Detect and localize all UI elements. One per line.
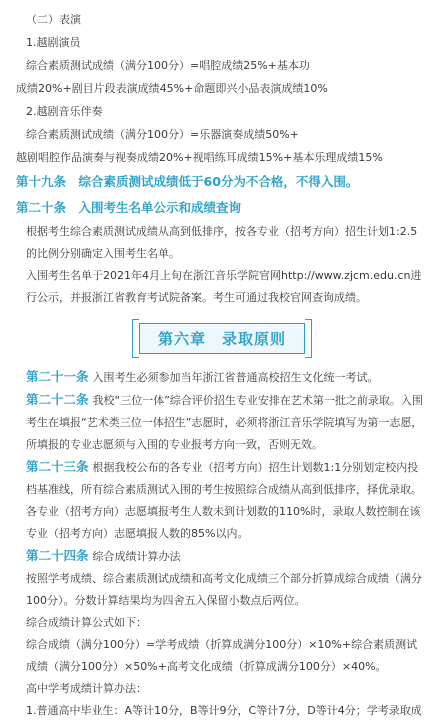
article-24-subtitle: 综合成绩计算办法 bbox=[92, 550, 181, 563]
article-20-paragraph: 入围考生名单于2021年4月上旬在浙江音乐学院官网http://www.zjcm.edu.cn进行公示，并报浙江省教育考试院备案。考生可通过我校官网查询成绩。 bbox=[26, 269, 422, 304]
subsection-heading: 1.越剧演员 bbox=[26, 36, 81, 49]
article-24-title: 第二十四条 bbox=[26, 548, 89, 563]
article-24-paragraph: 按照学考成绩、综合素质测试成绩和高考文化成绩三个部分折算成综合成绩（满分100分）。分数计算结果均为四舍五入保留小数点后两位。 bbox=[26, 572, 422, 607]
article-24-heading bbox=[16, 545, 428, 568]
article-22 bbox=[16, 389, 428, 456]
section-heading: （二）表演 bbox=[26, 13, 81, 26]
formula-line: 综合素质测试成绩（满分100分）=唱腔成绩25%+基本功 bbox=[26, 59, 310, 72]
article-23 bbox=[16, 456, 428, 545]
article-23-text: 根据我校公布的各专业（招考方向）招生计划数1:1分别划定校内投档基准线，所有综合素质测试入围的考生按照综合成绩从高到低排序，择优录取。各专业（招考方向）志愿填报考生人数未到计划数的110%时，录取人数控制在该专业（招考方向）志愿填报人数的85%以内。 bbox=[26, 461, 422, 540]
chapter-banner bbox=[16, 323, 428, 354]
article-21-text: 入围考生必须参加当年浙江省普通高校招生文化统一考试。 bbox=[92, 371, 379, 384]
article-22-text: 我校“三位一体”综合评价招生专业安排在艺术第一批之前录取。入围考生在填报“艺术类三位一体招生”志愿时，必须将浙江音乐学院填写为第一志愿，所填报的专业志愿须与入围的专业报考方向一致，否则无效。 bbox=[26, 394, 423, 451]
article-24-paragraph: 高中学考成绩计算办法： bbox=[26, 682, 147, 695]
chapter-title: 第六章 录取原则 bbox=[139, 323, 305, 354]
article-19: 第十九条 综合素质测试成绩低于60分为不合格，不得入围。 bbox=[16, 174, 359, 189]
article-21-title: 第二十一条 bbox=[26, 369, 89, 384]
article-24-paragraph: 综合成绩计算公式如下： bbox=[26, 616, 147, 629]
article-24-paragraph: 综合成绩（满分100分）=学考成绩（折算成满分100分）×10%+综合素质测试成绩（满分100分）×50%+高考文化成绩（折算成满分100分）×40%。 bbox=[26, 638, 418, 673]
formula-line: 成绩20%+剧目片段表演成绩45%+命题即兴小品表演成绩10% bbox=[16, 82, 328, 95]
formula-line: 越剧唱腔作品演奏与视奏成绩20%+视唱练耳成绩15%+基本乐理成绩15% bbox=[16, 151, 383, 164]
article-21 bbox=[16, 366, 428, 389]
formula-line: 综合素质测试成绩（满分100分）=乐器演奏成绩50%+ bbox=[26, 128, 299, 141]
article-24-paragraph: 1.普通高中毕业生：A等计10分，B等计9分，C等计7分，D等计4分；学考录取成 bbox=[26, 704, 422, 717]
article-22-title: 第二十二条 bbox=[26, 392, 89, 407]
subsection-heading: 2.越剧音乐伴奏 bbox=[26, 105, 103, 118]
article-20-title: 第二十条 入围考生名单公示和成绩查询 bbox=[16, 200, 242, 215]
article-23-title: 第二十三条 bbox=[26, 459, 89, 474]
article-20-paragraph: 根据考生综合素质测试成绩从高到低排序，按各专业（招考方向）招生计划1:2.5的比例分别确定入围考生名单。 bbox=[26, 225, 418, 260]
